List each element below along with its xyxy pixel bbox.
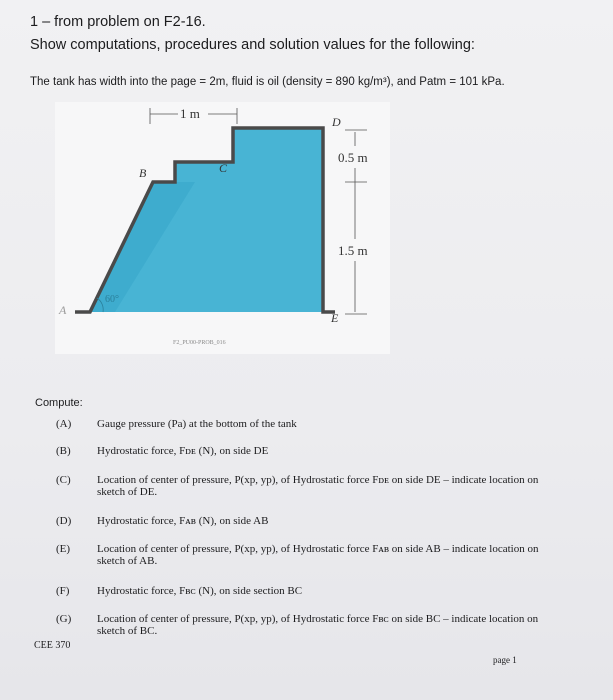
dim-label-upper: 0.5 m [338,150,368,165]
dim-label-1m: 1 m [180,106,200,121]
figure-watermark: F2_PU00-PROB_016 [173,340,226,346]
tank-figure [55,102,390,354]
problem-instructions: Show computations, procedures and solution values for the following: [30,37,475,53]
item-text: Gauge pressure (Pa) at the bottom of the tank [97,418,297,430]
page-number: page 1 [493,655,517,665]
item-label: (B) [56,445,71,457]
point-a: A [59,303,67,317]
problem-title: 1 – from problem on F2-16. [30,14,206,30]
compute-heading: Compute: [35,397,83,409]
item-label: (A) [56,418,72,430]
dim-label-lower: 1.5 m [338,243,368,258]
item-text: Hydrostatic force, Fʙᴄ (N), on side section BC [97,585,303,597]
item-text: Location of center of pressure, P(xp, yp), of Hydrostatic force Fʙᴄ on side BC – indicate location on sketch of BC. [97,613,539,637]
point-b: B [139,166,147,180]
tank-diagram [55,102,390,354]
course-code: CEE 370 [34,640,71,651]
item-label: (D) [56,515,72,527]
item-text: Location of center of pressure, P(xp, yp), of Hydrostatic force Fᴀʙ on side AB – indicate location on sketch of AB. [97,543,539,567]
item-text: Hydrostatic force, Fᴀʙ (N), on side AB [97,515,269,527]
angle-label: 60° [105,294,119,305]
point-c: C [219,161,228,175]
item-label: (G) [56,613,72,625]
point-d: D [332,115,341,129]
point-e: E [331,311,339,325]
problem-statement: The tank has width into the page = 2m, fluid is oil (density = 890 kg/m³), and Patm = 101 kPa. [30,76,505,88]
item-label: (F) [56,585,70,597]
item-text: Hydrostatic force, Fᴅᴇ (N), on side DE [97,445,269,457]
item-label: (E) [56,543,71,555]
item-text: Location of center of pressure, P(xp, yp), of Hydrostatic force Fᴅᴇ on side DE – indicate location on sketch of DE. [97,474,539,498]
item-label: (C) [56,474,71,486]
